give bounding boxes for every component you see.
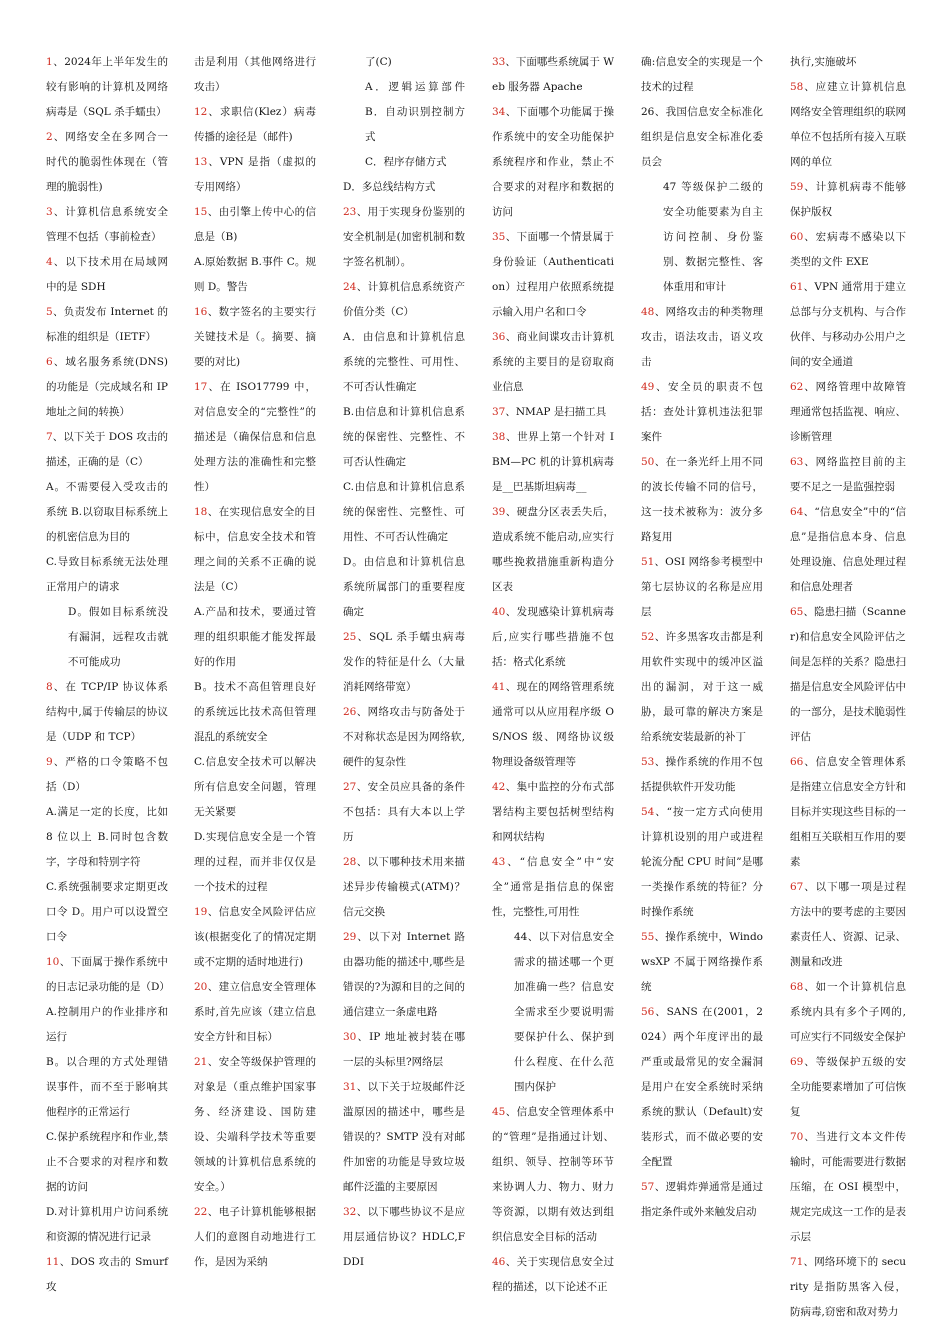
question-paragraph bbox=[343, 200, 465, 275]
question-number: 37 bbox=[492, 406, 506, 418]
question-paragraph bbox=[194, 250, 316, 300]
question-number: 9 bbox=[46, 756, 53, 768]
question-number: 41 bbox=[492, 681, 506, 693]
question-paragraph bbox=[194, 150, 316, 200]
question-paragraph bbox=[790, 50, 906, 75]
question-paragraph bbox=[790, 500, 906, 600]
question-paragraph bbox=[46, 1250, 168, 1300]
question-number: 40 bbox=[492, 606, 506, 618]
question-paragraph bbox=[46, 800, 168, 875]
question-paragraph bbox=[343, 700, 465, 775]
question-number: 53 bbox=[641, 756, 655, 768]
question-number: 45 bbox=[492, 1106, 506, 1118]
question-number: 25 bbox=[343, 631, 357, 643]
question-paragraph bbox=[790, 1050, 906, 1125]
question-paragraph bbox=[492, 325, 614, 400]
question-number: 55 bbox=[641, 931, 655, 943]
question-paragraph bbox=[46, 550, 168, 600]
question-text: 、以下哪种技术用来描述异步传输模式(ATM)？信元交换 bbox=[343, 856, 465, 918]
question-number: 11 bbox=[46, 1256, 60, 1268]
question-number: 18 bbox=[194, 506, 208, 518]
question-text: 、DOS 攻击的 Smurf 攻 bbox=[46, 1256, 168, 1293]
question-paragraph bbox=[790, 225, 906, 275]
question-text: 、NMAP 是扫描工具 bbox=[505, 406, 607, 418]
question-text: 、在一条光纤上用不同的波长传输不同的信号，这一技术被称为：波分多路复用 bbox=[641, 456, 763, 543]
question-text: 、以下对 Internet 路由器功能的描述中,哪些是错误的?为源和目的之间的通信建立一条虚电路 bbox=[343, 931, 465, 1018]
question-text: 、下面哪一个情景属于身份验证（Authentication）过程用户依照系统提示输入用户名和口令 bbox=[492, 231, 614, 318]
question-number: 42 bbox=[492, 781, 506, 793]
question-paragraph bbox=[343, 475, 465, 550]
question-text: 、以下哪些协议不是应用层通信协议？HDLC,FDDI bbox=[343, 1206, 465, 1268]
question-text: B。以合理的方式处理错误事件，而不至于影响其他程序的正常运行 bbox=[46, 1056, 168, 1118]
text-column-5 bbox=[641, 50, 763, 1225]
question-paragraph bbox=[790, 1125, 906, 1250]
question-number: 57 bbox=[641, 1181, 655, 1193]
question-text: 、发现感染计算机病毒后,应实行哪些措施不包括：格式化系统 bbox=[492, 606, 614, 668]
question-text: 执行,实施破坏 bbox=[790, 56, 857, 68]
question-text: 、下面哪个功能属于操作系统中的安全功能保护系统程序和作业，禁止不合要求的对程序和数据的访问 bbox=[492, 106, 614, 218]
question-text: 、求职信(Klez）病毒传播的途径是（邮件) bbox=[194, 106, 316, 143]
question-text: 、“信息安全”中“安全”通常是指信息的保密性，完整性,可用性 bbox=[492, 856, 614, 918]
question-paragraph bbox=[194, 600, 316, 675]
question-text: 、网络管理中故障管理通常包括监视、响应、诊断管理 bbox=[790, 381, 906, 443]
question-text: 、硬盘分区表丢失后，造成系统不能启动,应实行哪些挽救措施重新构造分区表 bbox=[492, 506, 614, 593]
question-paragraph bbox=[194, 900, 316, 975]
question-paragraph bbox=[641, 1175, 763, 1225]
question-text: 击是利用（其他网络进行攻击） bbox=[194, 56, 316, 93]
question-text: 、如一个计算机信息系统内具有多个子网的,可应实行不同级安全保护 bbox=[790, 981, 906, 1043]
question-number: 19 bbox=[194, 906, 208, 918]
question-text: 、计算机病毒不能够保护版权 bbox=[790, 181, 906, 218]
question-paragraph bbox=[46, 200, 168, 250]
question-text: 、建立信息安全管理体系时,首先应该（建立信息安全方针和目标） bbox=[194, 981, 316, 1043]
question-number: 58 bbox=[790, 81, 804, 93]
question-paragraph bbox=[641, 1000, 763, 1175]
question-number: 5 bbox=[46, 306, 53, 318]
question-text: 了(C) bbox=[365, 56, 392, 68]
question-text: 、网络攻击的种类物理攻击，语法攻击，语义攻击 bbox=[641, 306, 763, 368]
question-text: D.对计算机用户访问系统和资源的情况进行记录 bbox=[46, 1206, 168, 1243]
question-paragraph bbox=[194, 750, 316, 825]
question-text: 、网络监控目前的主要不足之一是监强控弱 bbox=[790, 456, 906, 493]
question-text: 、“按一定方式向使用计算机设别的用户或进程轮流分配 CPU 时间”是哪一类操作系统的特征？分时操作系统 bbox=[641, 806, 763, 918]
question-paragraph bbox=[790, 450, 906, 500]
question-paragraph bbox=[790, 875, 906, 975]
question-number: 48 bbox=[641, 306, 655, 318]
question-paragraph bbox=[343, 1200, 465, 1275]
question-paragraph bbox=[790, 375, 906, 450]
question-number: 60 bbox=[790, 231, 804, 243]
question-number: 13 bbox=[194, 156, 208, 168]
question-text: D。由信息和计算机信息系统所属部门的重要程度确定 bbox=[343, 556, 465, 618]
question-number: 8 bbox=[46, 681, 53, 693]
question-text: 、隐患扫描（Scanner)和信息安全风险评估之间是怎样的关系？隐患扫描是信息安全风险评估中的一部分，是技术脆弱性评估 bbox=[790, 606, 906, 743]
question-text: C．程序存储方式 bbox=[365, 156, 447, 168]
question-text: 、安全员应具备的条件不包括：具有大本以上学历 bbox=[343, 781, 465, 843]
question-number: 36 bbox=[492, 331, 506, 343]
question-text: 、网络环境下的 security 是指防黑客入侵，防病毒,窃密和敌对势力 bbox=[790, 1256, 906, 1318]
question-paragraph bbox=[343, 325, 465, 400]
question-text: 、“信息安全”中的“信息”是指信息本身、信息处理设施、信息处理过程和信息处理者 bbox=[790, 506, 906, 593]
question-paragraph bbox=[343, 275, 465, 325]
question-paragraph bbox=[641, 550, 763, 625]
question-paragraph bbox=[492, 50, 614, 100]
question-number: 52 bbox=[641, 631, 655, 643]
question-paragraph bbox=[343, 1075, 465, 1200]
question-text: A.原始数据 B.事件 C。规则 D。警告 bbox=[194, 256, 316, 293]
question-paragraph bbox=[194, 675, 316, 750]
question-paragraph bbox=[492, 775, 614, 850]
question-text: A。不需要侵入受攻击的系统 B.以窃取目标系统上的机密信息为目的 bbox=[46, 481, 168, 543]
question-number: 28 bbox=[343, 856, 357, 868]
question-paragraph bbox=[46, 350, 168, 425]
question-paragraph bbox=[343, 75, 465, 150]
question-text: A.产品和技术，要通过管理的组织职能才能发挥最好的作用 bbox=[194, 606, 316, 668]
question-text: A．逻辑运算部件 B．自动识别控制方式 bbox=[365, 81, 465, 143]
question-text: 、宏病毒不感染以下类型的文件 EXE bbox=[790, 231, 906, 268]
text-column-1 bbox=[46, 50, 168, 1300]
question-number: 65 bbox=[790, 606, 804, 618]
question-paragraph bbox=[790, 1250, 906, 1325]
question-number: 62 bbox=[790, 381, 804, 393]
question-number: 15 bbox=[194, 206, 208, 218]
question-text: 、下面属于操作系统中的日志记录功能的是（D） bbox=[46, 956, 170, 993]
question-text: D。假如目标系统没有漏洞，远程攻击就不可能成功 bbox=[68, 606, 168, 668]
question-number: 59 bbox=[790, 181, 804, 193]
question-paragraph bbox=[641, 925, 763, 1000]
question-paragraph bbox=[194, 50, 316, 100]
question-text: A．由信息和计算机信息系统的完整性、可用性、不可否认性确定 bbox=[343, 331, 465, 393]
question-number: 29 bbox=[343, 931, 357, 943]
question-text: B.由信息和计算机信息系统的保密性、完整性、不可否认性确定 bbox=[343, 406, 465, 468]
question-paragraph bbox=[46, 425, 168, 475]
question-paragraph bbox=[641, 625, 763, 750]
question-paragraph bbox=[46, 475, 168, 550]
question-number: 31 bbox=[343, 1081, 357, 1093]
question-number: 23 bbox=[343, 206, 357, 218]
question-text: D.实现信息安全是一个管理的过程，而并非仅仅是一个技术的过程 bbox=[194, 831, 316, 893]
question-text: 、严格的口令策略不包括（D） bbox=[46, 756, 168, 793]
question-text: C.导致目标系统无法处理正常用户的请求 bbox=[46, 556, 168, 593]
question-text: 、以下关于 DOS 攻击的描述，正确的是（C） bbox=[46, 431, 168, 468]
question-text: 44、以下对信息安全需求的描述哪一个更加准确一些？信息安全需求至少要说明需要保护什么、保护到什么程度、在什么范围内保护 bbox=[514, 931, 614, 1093]
question-number: 61 bbox=[790, 281, 804, 293]
question-paragraph bbox=[343, 625, 465, 700]
question-number: 12 bbox=[194, 106, 208, 118]
question-paragraph bbox=[194, 1200, 316, 1275]
question-paragraph bbox=[343, 1025, 465, 1075]
question-number: 7 bbox=[46, 431, 53, 443]
question-number: 32 bbox=[343, 1206, 357, 1218]
question-paragraph bbox=[46, 125, 168, 200]
question-number: 70 bbox=[790, 1131, 804, 1143]
question-text: 、现在的网络管理系统通常可以从应用程序级 OS/NOS 级、网络协议级物理设备级管理等 bbox=[492, 681, 614, 768]
question-text: 、信息安全风险评估应该(根据变化了的情况定期或不定期的适时地进行) bbox=[194, 906, 316, 968]
question-number: 21 bbox=[194, 1056, 208, 1068]
question-number: 6 bbox=[46, 356, 53, 368]
question-paragraph bbox=[492, 425, 614, 500]
question-text: 、集中监控的分布式部署结构主要包括树型结构和网状结构 bbox=[492, 781, 614, 843]
question-text: 、操作系统的作用不包括提供软件开发功能 bbox=[641, 756, 763, 793]
question-paragraph bbox=[492, 400, 614, 425]
question-text: 、操作系统中，WindowsXP 不属于网络操作系统 bbox=[641, 931, 763, 993]
question-paragraph bbox=[194, 375, 316, 500]
question-paragraph bbox=[46, 50, 168, 125]
question-text: 、OSI 网络参考模型中第七层协议的名称是应用层 bbox=[641, 556, 763, 618]
question-number: 10 bbox=[46, 956, 60, 968]
question-paragraph bbox=[194, 200, 316, 250]
question-paragraph bbox=[492, 850, 614, 925]
question-paragraph bbox=[492, 1250, 614, 1300]
question-text: 、在 TCP/IP 协议体系结构中,属于传输层的协议是（UDP 和 TCP） bbox=[46, 681, 168, 743]
question-text: 、计算机信息系统安全管理不包括（事前检查） bbox=[46, 206, 168, 243]
question-text: C.系统强制要求定期更改口令 D。用户可以设置空口令 bbox=[46, 881, 168, 943]
question-paragraph bbox=[790, 975, 906, 1050]
question-number: 30 bbox=[343, 1031, 357, 1043]
question-paragraph bbox=[343, 925, 465, 1025]
question-number: 20 bbox=[194, 981, 208, 993]
question-number: 43 bbox=[492, 856, 506, 868]
question-paragraph bbox=[46, 950, 168, 1000]
question-paragraph bbox=[343, 775, 465, 850]
question-paragraph bbox=[46, 1000, 168, 1050]
question-paragraph bbox=[641, 800, 763, 925]
question-text: 、网络安全在多网合一时代的脆弱性体现在（管理的脆弱性) bbox=[46, 131, 168, 193]
question-text: A.控制用户的作业排序和运行 bbox=[46, 1006, 168, 1043]
question-number: 1 bbox=[46, 56, 53, 68]
question-paragraph bbox=[194, 975, 316, 1050]
question-text: C.保护系统程序和作业,禁止不合要求的对程序和数据的访问 bbox=[46, 1131, 168, 1193]
question-number: 26 bbox=[343, 706, 357, 718]
question-text: 、在 ISO17799 中，对信息安全的“完整性”的描述是（确保信息和信息处理方法的准确性和完整性） bbox=[194, 381, 316, 493]
question-number: 17 bbox=[194, 381, 208, 393]
question-text: 、以下关于垃圾邮件泛滥原因的描述中，哪些是错误的？SMTP 没有对邮件加密的功能是导致垃圾邮件泛滥的主要原因 bbox=[343, 1081, 465, 1193]
question-text: 、安全等级保护管理的对象是（重点维护国家事务、经济建设、国防建设、尖端科学技术等重要领域的计算机信息系统的安全。） bbox=[194, 1056, 316, 1193]
question-paragraph bbox=[194, 825, 316, 900]
question-text: 、等级保护五级的安全功能要素增加了可信恢复 bbox=[790, 1056, 906, 1118]
question-paragraph bbox=[790, 75, 906, 175]
question-paragraph bbox=[492, 600, 614, 675]
question-text: 、SANS 在(2001，2024）两个年度评出的最严重或最常见的安全漏洞是用户在安全系统时采纳系统的默认（Default)安装形式，而不做必要的安全配置 bbox=[641, 1006, 763, 1168]
question-number: 22 bbox=[194, 1206, 208, 1218]
question-paragraph bbox=[46, 1200, 168, 1250]
question-paragraph bbox=[641, 50, 763, 100]
question-text: 、关于实现信息安全过程的描述，以下论述不正 bbox=[492, 1256, 614, 1293]
question-paragraph bbox=[790, 600, 906, 750]
question-number: 67 bbox=[790, 881, 804, 893]
question-paragraph bbox=[641, 450, 763, 550]
question-paragraph bbox=[194, 1050, 316, 1200]
question-text: 、世界上第一个针对 IBM—PC 机的计算机病毒是__巴基斯坦病毒__ bbox=[492, 431, 614, 493]
question-paragraph bbox=[194, 500, 316, 600]
question-text: 、应建立计算机信息网络安全管理组织的联网单位不包括所有接入互联网的单位 bbox=[790, 81, 906, 168]
question-paragraph bbox=[46, 1050, 168, 1125]
question-paragraph bbox=[46, 600, 168, 675]
question-text: A.满足一定的长度，比如 8 位以上 B.同时包含数字，字母和特别字符 bbox=[46, 806, 168, 868]
question-paragraph bbox=[492, 1100, 614, 1250]
question-paragraph bbox=[492, 225, 614, 325]
question-paragraph bbox=[343, 550, 465, 625]
question-text: 、SQL 杀手蠕虫病毒发作的特征是什么（大量消耗网络带宽） bbox=[343, 631, 465, 693]
question-text: 、网络攻击与防备处于不对称状态是因为网络软,硬件的复杂性 bbox=[343, 706, 465, 768]
question-text: 、VPN 是指（虚拟的专用网络） bbox=[194, 156, 316, 193]
text-column-6 bbox=[790, 50, 906, 1325]
question-number: 16 bbox=[194, 306, 208, 318]
question-paragraph bbox=[492, 925, 614, 1100]
question-text: 、IP 地址被封装在哪一层的头标里?网络层 bbox=[343, 1031, 465, 1068]
question-number: 4 bbox=[46, 256, 53, 268]
question-paragraph bbox=[790, 750, 906, 875]
question-text: 、下面哪些系统属于 Web 服务器 Apache bbox=[492, 56, 615, 93]
question-paragraph bbox=[46, 1125, 168, 1200]
question-text: 、电子计算机能够根据人们的意图自动地进行工作，是因为采纳 bbox=[194, 1206, 316, 1268]
question-text: 、当进行文本文件传输时，可能需要进行数据压缩，在 OSI 模型中，规定完成这一工作的是表示层 bbox=[790, 1131, 906, 1243]
question-number: 64 bbox=[790, 506, 804, 518]
question-paragraph bbox=[343, 400, 465, 475]
question-number: 50 bbox=[641, 456, 655, 468]
question-text: 确:信息安全的实现是一个技术的过程 bbox=[641, 56, 763, 93]
question-number: 68 bbox=[790, 981, 804, 993]
question-paragraph bbox=[46, 875, 168, 950]
question-paragraph bbox=[641, 175, 763, 300]
question-text: 、以下哪一项是过程方法中的要考虑的主要因素责任人、资源、记录、测量和改进 bbox=[790, 881, 906, 968]
question-number: 33 bbox=[492, 56, 506, 68]
question-text: 、信息安全管理体系是指建立信息安全方针和目标并实现这些目标的一组相互关联相互作用的要素 bbox=[790, 756, 906, 868]
question-text: 、在实现信息安全的目标中，信息安全技术和管理之间的关系不正确的说法是（C） bbox=[194, 506, 316, 593]
question-number: 46 bbox=[492, 1256, 506, 1268]
question-paragraph bbox=[343, 175, 465, 200]
text-column-4 bbox=[492, 50, 614, 1300]
question-number: 2 bbox=[46, 131, 53, 143]
question-paragraph bbox=[343, 850, 465, 925]
question-paragraph bbox=[46, 250, 168, 300]
question-text: 、信息安全管理体系中的“管理”是指通过计划、组织、领导、控制等环节来协调人力、物力、财力等资源，以期有效达到组织信息安全目标的活动 bbox=[492, 1106, 614, 1243]
question-text: 、域名服务系统(DNS)的功能是（完成域名和 IP 地址之间的转换） bbox=[46, 356, 168, 418]
question-number: 39 bbox=[492, 506, 506, 518]
question-text: 、计算机信息系统资产价值分类（C） bbox=[343, 281, 465, 318]
question-paragraph bbox=[194, 100, 316, 150]
question-text: B。技术不高但管理良好的系统远比技术高但管理混乱的系统安全 bbox=[194, 681, 316, 743]
question-text: 47 等级保护二级的安全功能要素为自主访问控制、身份鉴别、数据完整性、客体重用和审计 bbox=[663, 181, 763, 293]
question-paragraph bbox=[194, 300, 316, 375]
question-text: 、负责发布 Internet 的标准的组织是（IETF） bbox=[46, 306, 168, 343]
question-number: 51 bbox=[641, 556, 655, 568]
question-text: 、商业间谍攻击计算机系统的主要目的是窃取商业信息 bbox=[492, 331, 614, 393]
question-text: 、由引擎上传中心的信息是（B) bbox=[194, 206, 316, 243]
question-text: 、2024年上半年发生的较有影响的计算机及网络病毒是（SQL 杀手蠕虫） bbox=[46, 56, 168, 118]
question-text: 、用于实现身份鉴别的安全机制是(加密机制和数字签名机制）。 bbox=[343, 206, 465, 268]
question-paragraph bbox=[492, 500, 614, 600]
question-paragraph bbox=[641, 300, 763, 375]
question-paragraph bbox=[790, 275, 906, 375]
question-paragraph bbox=[343, 50, 465, 75]
question-paragraph bbox=[492, 100, 614, 225]
question-text: 、逻辑炸弹通常是通过指定条件或外来触发启动 bbox=[641, 1181, 763, 1218]
question-text: D．多总线结构方式 bbox=[343, 181, 436, 193]
question-text: 、许多黑客攻击都是利用软件实现中的缓冲区溢出的漏洞，对于这一威胁，最可靠的解决方案是给系统安装最新的补丁 bbox=[641, 631, 763, 743]
question-paragraph bbox=[492, 675, 614, 775]
question-paragraph bbox=[641, 100, 763, 175]
question-number: 49 bbox=[641, 381, 655, 393]
question-number: 34 bbox=[492, 106, 506, 118]
question-number: 3 bbox=[46, 206, 53, 218]
question-paragraph bbox=[46, 750, 168, 800]
text-column-2 bbox=[194, 50, 316, 1275]
question-number: 56 bbox=[641, 1006, 655, 1018]
question-paragraph bbox=[641, 750, 763, 800]
question-text: 、数字签名的主要实行关键技术是（。摘要、摘要的对比) bbox=[194, 306, 316, 368]
question-paragraph bbox=[343, 150, 465, 175]
question-text: 、安全员的职责不包括：查处计算机违法犯罪案件 bbox=[641, 381, 763, 443]
question-text: 26、我国信息安全标准化组织是信息安全标准化委员会 bbox=[641, 106, 763, 168]
question-paragraph bbox=[641, 375, 763, 450]
question-number: 35 bbox=[492, 231, 506, 243]
question-text: 、VPN 通常用于建立总部与分支机构、与合作伙伴、与移动办公用户之间的安全通道 bbox=[790, 281, 906, 368]
question-text: C.由信息和计算机信息系统的保密性、完整性、可用性、不可否认性确定 bbox=[343, 481, 465, 543]
question-paragraph bbox=[46, 300, 168, 350]
question-number: 38 bbox=[492, 431, 506, 443]
question-paragraph bbox=[46, 675, 168, 750]
question-number: 63 bbox=[790, 456, 804, 468]
question-number: 69 bbox=[790, 1056, 804, 1068]
question-text: C.信息安全技术可以解决所有信息安全问题，管理无关紧要 bbox=[194, 756, 316, 818]
text-column-3 bbox=[343, 50, 465, 1275]
question-text: 、以下技术用在局域网中的是 SDH bbox=[46, 256, 168, 293]
question-paragraph bbox=[790, 175, 906, 225]
question-number: 27 bbox=[343, 781, 357, 793]
question-number: 71 bbox=[790, 1256, 804, 1268]
question-number: 54 bbox=[641, 806, 655, 818]
question-number: 24 bbox=[343, 281, 357, 293]
question-number: 66 bbox=[790, 756, 804, 768]
